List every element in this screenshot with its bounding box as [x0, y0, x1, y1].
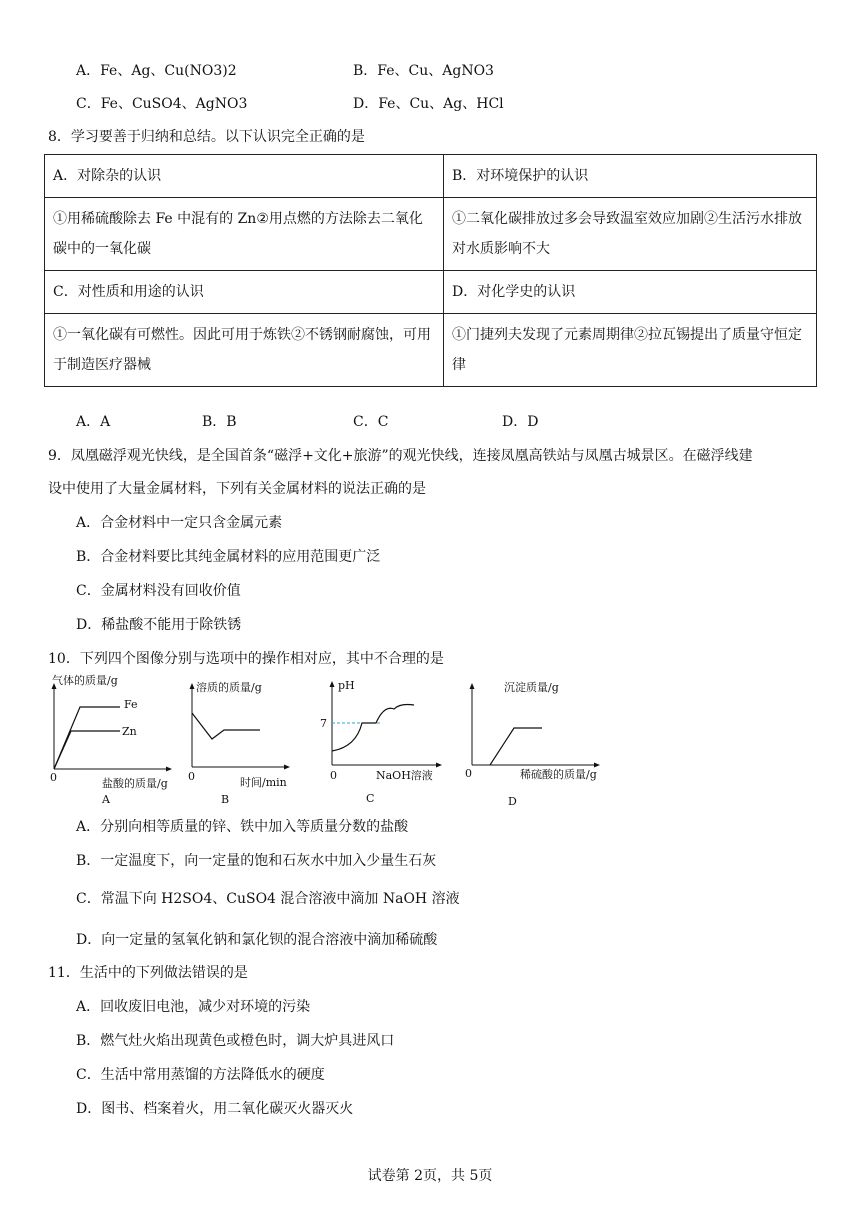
table-cell: C．对性质和用途的认识 [45, 271, 444, 314]
figure-c-caption: C [366, 792, 375, 805]
figure-a-ylabel: 气体的质量/g [52, 674, 118, 687]
figure-c-origin: 0 [330, 769, 337, 782]
q10-figure-a [38, 674, 178, 807]
figure-a-xlabel: 盐酸的质量/g [102, 777, 168, 790]
page-footer: 试卷第 2页，共 5页 [367, 1168, 493, 1184]
table-cell: A．对除杂的认识 [45, 155, 444, 198]
q7-option-a: A．Fe、Ag、Cu(NO3)2 [76, 63, 237, 79]
figure-d-ylabel: 沉淀质量/g [504, 681, 559, 694]
figure-a-zn-label: Zn [122, 725, 137, 738]
table-cell: ①二氧化碳排放过多会导致温室效应加剧②生活污水排放对水质影响不大 [444, 198, 817, 271]
q7-option-d: D．Fe、Cu、Ag、HCl [353, 96, 504, 112]
table-row [45, 198, 817, 271]
figure-d-graph [456, 677, 616, 809]
figure-c-xlabel: NaOH溶液 [376, 769, 433, 782]
q10-figure-c [318, 677, 458, 807]
q11-option-d: D．图书、档案着火，用二氧化碳灭火器灭火 [76, 1101, 354, 1117]
figure-a-origin: 0 [50, 771, 57, 784]
q9-stem-line1: 9．凤凰磁浮观光快线，是全国首条“磁浮+文化+旅游”的观光快线，连接凤凰高铁站与凤凰古城景区。在磁浮线建 [48, 448, 753, 464]
q9-option-a: A．合金材料中一定只含金属元素 [76, 515, 283, 531]
figure-b-caption: B [221, 793, 230, 806]
figure-c-graph [318, 677, 458, 807]
figure-b-xlabel: 时间/min [240, 776, 287, 789]
q9-option-b: B．合金材料要比其纯金属材料的应用范围更广泛 [76, 549, 381, 565]
q11-option-a: A．回收废旧电池，减少对环境的污染 [76, 999, 311, 1015]
table-cell: ①一氧化碳有可燃性。因此可用于炼铁②不锈钢耐腐蚀，可用于制造医疗器械 [45, 314, 444, 387]
figure-b-origin: 0 [188, 770, 195, 783]
table-row [45, 155, 817, 198]
q10-option-d: D．向一定量的氢氧化钠和氯化钡的混合溶液中滴加稀硫酸 [76, 932, 438, 948]
table-cell: ①用稀硫酸除去 Fe 中混有的 Zn②用点燃的方法除去二氧化碳中的一氧化碳 [45, 198, 444, 271]
figure-b-graph [176, 677, 306, 807]
q8-option-c: C．C [353, 414, 389, 430]
figure-c-tick-7: 7 [320, 717, 327, 730]
q11-option-c: C．生活中常用蒸馏的方法降低水的硬度 [76, 1067, 325, 1083]
q8-option-a: A．A [76, 414, 111, 430]
figure-b-ylabel: 溶质的质量/g [196, 681, 262, 694]
q11-option-b: B．燃气灶火焰出现黄色或橙色时，调大炉具进风口 [76, 1033, 395, 1049]
solute-curve [192, 713, 260, 739]
zn-curve [54, 731, 120, 769]
q8-table [44, 154, 817, 387]
q8-option-b: B．B [202, 414, 237, 430]
figure-d-xlabel: 稀硫酸的质量/g [520, 768, 597, 781]
table-cell: ①门捷列夫发现了元素周期律②拉瓦锡提出了质量守恒定律 [444, 314, 817, 387]
q9-option-d: D．稀盐酸不能用于除铁锈 [76, 617, 242, 633]
table-row [45, 314, 817, 387]
q9-stem-line2: 设中使用了大量金属材料，下列有关金属材料的说法正确的是 [48, 481, 426, 497]
ph-curve [332, 705, 414, 752]
q10-option-c: C．常温下向 H2SO4、CuSO4 混合溶液中滴加 NaOH 溶液 [76, 891, 460, 907]
figure-d-origin: 0 [465, 767, 472, 780]
q10-option-a: A．分别向相等质量的锌、铁中加入等质量分数的盐酸 [76, 819, 409, 835]
figure-a-fe-label: Fe [124, 698, 138, 711]
figure-a-graph [38, 674, 178, 807]
figure-a-caption: A [102, 793, 110, 806]
table-cell: B．对环境保护的认识 [444, 155, 817, 198]
q7-option-c: C．Fe、CuSO4、AgNO3 [76, 96, 248, 112]
q10-figure-d [456, 677, 616, 809]
q7-option-b: B．Fe、Cu、AgNO3 [353, 63, 494, 79]
q9-option-c: C．金属材料没有回收价值 [76, 583, 241, 599]
q8-stem: 8．学习要善于归纳和总结。以下认识完全正确的是 [48, 129, 365, 145]
q8-option-d: D．D [502, 414, 539, 430]
precipitate-curve [490, 728, 542, 765]
figure-d-caption: D [508, 795, 517, 808]
q11-stem: 11．生活中的下列做法错误的是 [48, 965, 248, 981]
q10-figure-b [176, 677, 306, 807]
fe-curve [54, 707, 120, 769]
q10-option-b: B．一定温度下，向一定量的饱和石灰水中加入少量生石灰 [76, 853, 437, 869]
q10-stem: 10．下列四个图像分别与选项中的操作相对应，其中不合理的是 [48, 651, 444, 667]
figure-c-ylabel: pH [338, 679, 355, 692]
table-row [45, 271, 817, 314]
table-cell: D．对化学史的认识 [444, 271, 817, 314]
